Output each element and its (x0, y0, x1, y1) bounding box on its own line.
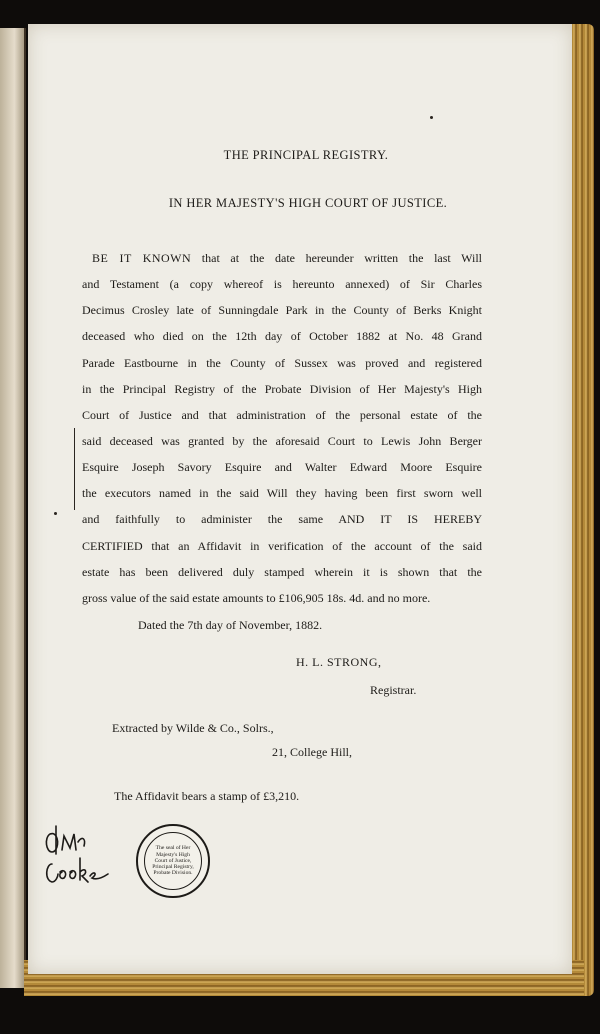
seal-text-line: Probate Division. (153, 870, 193, 877)
dated-line: Dated the 7th day of November, 1882. (138, 618, 323, 632)
registry-heading: THE PRINCIPAL REGISTRY. (223, 148, 389, 162)
seal-text-line: Majesty's High (156, 851, 190, 858)
margin-mark (74, 428, 75, 510)
line-text: and faithfully to administer the same AND IT IS HEREBY (82, 512, 482, 527)
seal-text-line: Principal Registry, (152, 864, 194, 871)
signer-name: H. L. STRONG, (296, 655, 382, 669)
margin-dot (54, 512, 57, 515)
body-line (82, 350, 482, 376)
body-line (82, 297, 482, 323)
body-line (82, 245, 482, 271)
extracted-by: Extracted by Wilde & Co., Solrs., (112, 721, 274, 735)
registry-seal (136, 824, 210, 898)
line-text: Decimus Crosley late of Sunningdale Park in the County of Berks Knight (82, 303, 482, 318)
left-page-edge (0, 28, 26, 988)
line-text: deceased who died on the 12th day of October 1882 at No. 48 Grand (82, 329, 482, 344)
body-line (82, 585, 482, 611)
body-line (82, 376, 482, 402)
line-text: CERTIFIED that an Affidavit in verification of the account of the said (82, 538, 482, 553)
line-text: Court of Justice and that administration of the personal estate of the (82, 407, 482, 422)
page-speck (430, 116, 433, 119)
body-line (82, 559, 482, 585)
line-text: gross value of the said estate amounts to £106,905 18s. 4d. and no more. (82, 590, 431, 605)
body-line (82, 271, 482, 297)
line-text: said deceased was granted by the aforesaid Court to Lewis John Berger (82, 433, 482, 448)
document-page (28, 24, 572, 974)
seal-text-line: Court of Justice, (154, 857, 192, 864)
body-line (82, 428, 482, 454)
line-text: Esquire Joseph Savory Esquire and Walter Edward Moore Esquire (82, 460, 482, 475)
court-heading: IN HER MAJESTY'S HIGH COURT OF JUSTICE. (168, 196, 448, 210)
line-text: in the Principal Registry of the Probate Division of Her Majesty's High (82, 381, 482, 396)
stamp-note: The Affidavit bears a stamp of £3,210. (114, 789, 300, 803)
body-line (82, 480, 482, 506)
probate-body-text (82, 245, 482, 611)
body-line (82, 454, 482, 480)
line-text: estate has been delivered duly stamped wherein it is shown that the (82, 564, 482, 579)
seal-text-line: The seal of Her (155, 845, 191, 852)
lead-phrase: BE IT KNOWN (92, 251, 192, 265)
handwritten-signature (42, 814, 122, 894)
signer-role: Registrar. (370, 683, 417, 697)
line-text: Parade Eastbourne in the County of Sussex was proved and registered (82, 355, 482, 370)
seal-text (144, 832, 202, 890)
line-text: the executors named in the said Will they having been first sworn well (82, 486, 482, 501)
extractor-address: 21, College Hill, (272, 745, 352, 759)
line-text: that at the date hereunder written the last Will (191, 251, 483, 265)
line-text: and Testament (a copy whereof is hereunto annexed) of Sir Charles (82, 277, 482, 292)
body-line (82, 506, 482, 532)
body-line (82, 323, 482, 349)
body-line (82, 533, 482, 559)
body-line (82, 402, 482, 428)
